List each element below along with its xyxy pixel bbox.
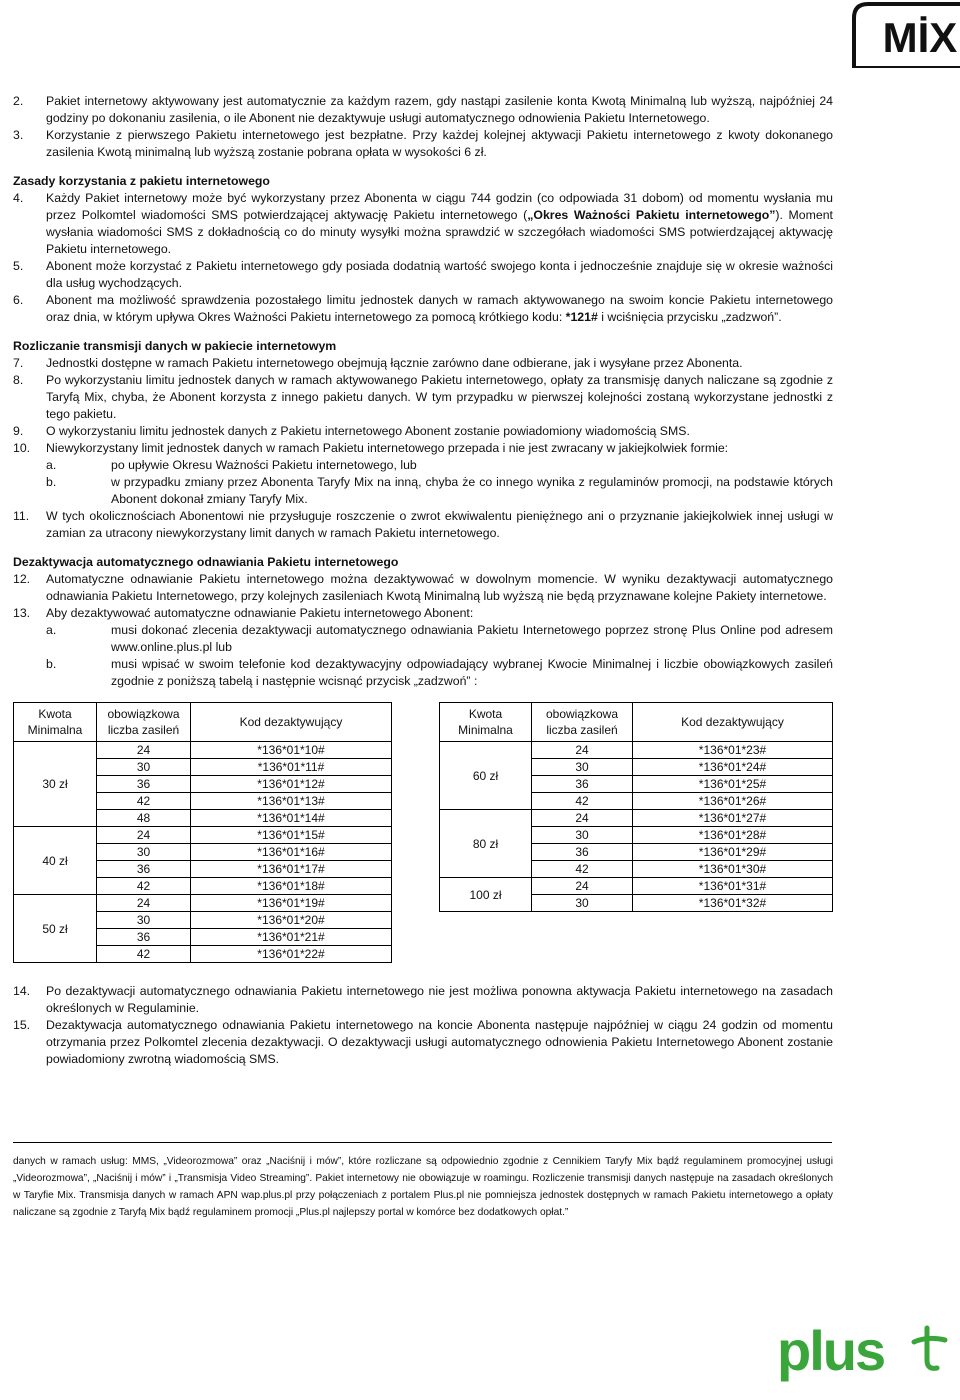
item-number: 11.: [13, 509, 30, 523]
liczba-cell: 24: [97, 827, 191, 844]
liczba-cell: 36: [97, 861, 191, 878]
liczba-cell: 24: [532, 742, 633, 759]
footnote-divider: [13, 1142, 832, 1143]
table-row: [14, 827, 392, 844]
plus-logo-text: plus: [777, 1320, 885, 1382]
kod-cell: *136*01*11#: [191, 759, 392, 776]
plus-logo-cross-icon: [914, 1328, 945, 1368]
kod-cell: *136*01*17#: [191, 861, 392, 878]
mix-logo-text: MİX: [882, 14, 958, 61]
list-item: [13, 372, 833, 423]
item-number: 8.: [13, 373, 24, 387]
kwota-cell: 50 zł: [14, 895, 97, 963]
kod-cell: *136*01*32#: [633, 895, 833, 912]
kod-cell: *136*01*29#: [633, 844, 833, 861]
sub-item-label: a.: [46, 458, 57, 472]
list-item: [13, 605, 833, 622]
item-text: Korzystanie z pierwszego Pakietu internetowego jest bezpłatne. Przy każdej kolejnej aktywacji Pakietu internetowego z kwoty dokonanego zasilenia Kwotą minimalną lub wyższą zostanie pobrana opłata w wysokości 6 zł.: [46, 128, 833, 159]
liczba-cell: 36: [97, 929, 191, 946]
item-number: 14.: [13, 984, 31, 998]
liczba-cell: 42: [97, 793, 191, 810]
sub-item-text: musi dokonać zlecenia dezaktywacji automatycznego odnawiania Pakietu Internetowego poprzez stronę Plus Online pod adresem www.online.plus.pl lub: [111, 623, 833, 654]
kod-cell: *136*01*14#: [191, 810, 392, 827]
document-body: [13, 93, 833, 1068]
sub-list-item: [13, 474, 833, 508]
section-heading-rules: Zasady korzystania z pakietu internetowego: [13, 174, 270, 188]
item-text-pre: Każdy Pakiet internetowy może być wykorzystany przez Abonenta w ciągu 744 godzin (co odpowiada 31 dobom) od momentu wysłania mu przez Polkomtel wiadomości SMS potwierdzającej aktywację Pakietu internetowego (: [46, 191, 833, 222]
item-number: 15.: [13, 1018, 31, 1032]
sub-item-label: b.: [46, 475, 57, 489]
list-item: [13, 93, 833, 127]
kwota-cell: 100 zł: [440, 878, 532, 912]
item-number: 9.: [13, 424, 24, 438]
sub-item-label: a.: [46, 623, 57, 637]
liczba-cell: 48: [97, 810, 191, 827]
list-item: [13, 190, 833, 258]
item-number: 3.: [13, 128, 24, 142]
sub-list-item: [13, 656, 833, 690]
header-kod: Kod dezaktywujący: [633, 703, 833, 742]
kwota-cell: 60 zł: [440, 742, 532, 810]
kwota-cell: 40 zł: [14, 827, 97, 895]
item-number: 7.: [13, 356, 24, 370]
list-item: [13, 1017, 833, 1068]
sub-item-text: w przypadku zmiany przez Abonenta Taryfy Mix na inną, chyba że co innego wynika z regulaminów promocji, na podstawie których Abonent dokonał zmiany Taryfy Mix.: [111, 475, 833, 506]
liczba-cell: 30: [97, 912, 191, 929]
sub-list-item: [13, 622, 833, 656]
liczba-cell: 42: [97, 878, 191, 895]
list-item: [13, 258, 833, 292]
deactivation-code-tables: [13, 702, 833, 963]
deactivation-table-1: [13, 702, 392, 963]
table-row: [14, 742, 392, 759]
item-number: 4.: [13, 191, 24, 205]
list-item: [13, 127, 833, 161]
list-item: [13, 440, 833, 457]
kod-cell: *136*01*19#: [191, 895, 392, 912]
liczba-cell: 30: [532, 759, 633, 776]
liczba-cell: 30: [532, 895, 633, 912]
kod-cell: *136*01*31#: [633, 878, 833, 895]
table-row: [440, 742, 833, 759]
kod-cell: *136*01*22#: [191, 946, 392, 963]
deactivation-table-2: [439, 702, 833, 912]
item-text: Aby dezaktywować automatyczne odnawianie Pakietu internetowego Abonent:: [46, 606, 474, 620]
kod-cell: *136*01*16#: [191, 844, 392, 861]
header-kwota: Kwota Minimalna: [440, 703, 532, 742]
sub-item-label: b.: [46, 657, 57, 671]
liczba-cell: 24: [532, 810, 633, 827]
sub-item-text: musi wpisać w swoim telefonie kod dezaktywacyjny odpowiadający wybranej Kwocie Minimalnej i liczbie obowiązkowych zasileń zgodnie z poniższą tabelą i następnie wcisnąć przycisk „zadzwoń” :: [111, 657, 833, 688]
kod-cell: *136*01*13#: [191, 793, 392, 810]
section-heading-billing: Rozliczanie transmisji danych w pakiecie internetowym: [13, 339, 337, 353]
item-text: Automatyczne odnawianie Pakietu internetowego można dezaktywować w dowolnym momencie. W wyniku dezaktywacji automatycznego odnawiania Pakietu Internetowego, przy kolejnych zasileniach Kwotą Minimalną lub wyższą nie będą przyznawane kolejne Pakiety internetowe.: [46, 572, 833, 603]
liczba-cell: 30: [97, 759, 191, 776]
kod-cell: *136*01*21#: [191, 929, 392, 946]
item-text-bold: *121#: [565, 310, 598, 324]
item-text: O wykorzystaniu limitu jednostek danych z Pakietu internetowego Abonent zostanie powiadomiony wiadomością SMS.: [46, 424, 690, 438]
kod-cell: *136*01*28#: [633, 827, 833, 844]
liczba-cell: 24: [97, 742, 191, 759]
kod-cell: *136*01*30#: [633, 861, 833, 878]
kod-cell: *136*01*24#: [633, 759, 833, 776]
kod-cell: *136*01*12#: [191, 776, 392, 793]
table-row: [14, 895, 392, 912]
item-text: Abonent może korzystać z Pakietu internetowego gdy posiada dodatnią wartość swojego konta i jednocześnie znajduje się w okresie ważności dla usług wychodzących.: [46, 259, 833, 290]
item-text-post: ). Moment wysłania wiadomości SMS z dokładnością co do minuty wysyłki można sprawdzić w szczegółach wiadomości SMS potwierdzającej aktywację Pakietu internetowego.: [46, 208, 833, 256]
list-item: [13, 292, 833, 326]
kwota-cell: 30 zł: [14, 742, 97, 827]
list-item: [13, 983, 833, 1017]
item-text: Po dezaktywacji automatycznego odnawiania Pakietu internetowego nie jest możliwa ponowna aktywacja Pakietu internetowego na zasadach określonych w Regulaminie.: [46, 984, 833, 1015]
sub-list-item: [13, 457, 833, 474]
table-row: [440, 878, 833, 895]
item-text-bold: „Okres Ważności Pakietu internetowego”: [527, 208, 776, 222]
kod-cell: *136*01*26#: [633, 793, 833, 810]
sub-item-text: po upływie Okresu Ważności Pakietu internetowego, lub: [111, 458, 417, 472]
kwota-cell: 80 zł: [440, 810, 532, 878]
item-number: 12.: [13, 572, 31, 586]
kod-cell: *136*01*23#: [633, 742, 833, 759]
list-item: [13, 355, 833, 372]
item-text: W tych okolicznościach Abonentowi nie przysługuje roszczenie o zwrot ekwiwalentu pieniężnego ani o przyznanie jakiejkolwiek innej usługi w zamian za utracony niewykorzystany limit danych w ramach Pakietu internetowego.: [46, 509, 833, 540]
liczba-cell: 42: [97, 946, 191, 963]
item-text: Pakiet internetowy aktywowany jest automatycznie za każdym razem, gdy nastąpi zasilenie konta Kwotą Minimalną lub wyższą, najpóźniej 24 godziny po dokonaniu zasilenia, o ile Abonent nie dezaktywuje usługi automatycznego odnowienia Pakietu Internetowego.: [46, 94, 833, 125]
item-text: Jednostki dostępne w ramach Pakietu internetowego obejmują łącznie zarówno dane odbierane, jak i wysyłane przez Abonenta.: [46, 356, 743, 370]
list-item: [13, 508, 833, 542]
item-number: 2.: [13, 94, 24, 108]
kod-cell: *136*01*20#: [191, 912, 392, 929]
kod-cell: *136*01*27#: [633, 810, 833, 827]
footnote: danych w ramach usług: MMS, „Videorozmowa” oraz „Naciśnij i mów”, które rozliczane są odpowiednio zgodnie z Cennikiem Taryfy Mix bądź regulaminem promocyjnej usługi „Videorozmowa”, „Naciśnij i mów” i „Transmisja Video Streaming”. Pakiet internetowy nie obowiązuje w roamingu. Rozliczenie transmisji danych następuje na zasadach określonych w Taryfie Mix. Transmisja danych w ramach APN wap.plus.pl przy połączeniach z portalem Plus.pl nie pomniejsza jednostek dostępnych w ramach Pakietu internetowego a opłaty naliczane są zgodnie z Taryfą Mix bądź regulaminem promocji „Plus.pl najlepszy portal w komórce bez dodatkowych opłat.”: [13, 1156, 833, 1218]
item-number: 13.: [13, 606, 31, 620]
item-text-post: i wciśnięcia przycisku „zadzwoń”.: [597, 310, 782, 324]
list-item: [13, 423, 833, 440]
item-text: [46, 292, 833, 326]
kod-cell: *136*01*18#: [191, 878, 392, 895]
header-liczba: obowiązkowa liczba zasileń: [97, 703, 191, 742]
kod-cell: *136*01*25#: [633, 776, 833, 793]
item-text: [46, 190, 833, 258]
kod-cell: *136*01*10#: [191, 742, 392, 759]
item-number: 10.: [13, 441, 31, 455]
item-text-pre: Abonent ma możliwość sprawdzenia pozostałego limitu jednostek danych w ramach aktywowanego na swoim koncie Pakietu internetowego oraz dnia, w którym upływa Okres Ważności Pakietu internetowego za pomocą krótkiego kodu:: [46, 293, 833, 324]
mix-logo: [750, 0, 960, 68]
liczba-cell: 24: [97, 895, 191, 912]
liczba-cell: 30: [97, 844, 191, 861]
liczba-cell: 42: [532, 861, 633, 878]
liczba-cell: 36: [97, 776, 191, 793]
list-item: [13, 571, 833, 605]
kod-cell: *136*01*15#: [191, 827, 392, 844]
liczba-cell: 36: [532, 844, 633, 861]
liczba-cell: 24: [532, 878, 633, 895]
section-heading-deactivation: Dezaktywacja automatycznego odnawiania Pakietu internetowego: [13, 555, 399, 569]
item-number: 6.: [13, 293, 24, 307]
liczba-cell: 36: [532, 776, 633, 793]
item-text: Po wykorzystaniu limitu jednostek danych w ramach aktywowanego Pakietu internetowego, opłaty za transmisję danych naliczane są zgodnie z Taryfą Mix, chyba, że Abonent korzysta z innego pakietu danych. W tym przypadku w pierwszej kolejności zostaną wykorzystane jednostki z tego pakietu.: [46, 373, 833, 421]
plus-logo: [777, 1320, 952, 1390]
liczba-cell: 30: [532, 827, 633, 844]
item-text: Niewykorzystany limit jednostek danych w ramach Pakietu internetowego przepada i nie jest zwracany w jakiejkolwiek formie:: [46, 441, 729, 455]
header-kwota: Kwota Minimalna: [14, 703, 97, 742]
header-liczba: obowiązkowa liczba zasileń: [532, 703, 633, 742]
header-kod: Kod dezaktywujący: [191, 703, 392, 742]
liczba-cell: 42: [532, 793, 633, 810]
item-text: Dezaktywacja automatycznego odnawiania Pakietu internetowego na koncie Abonenta następuje najpóźniej w ciągu 24 godzin od momentu otrzymania przez Polkomtel zlecenia dezaktywacji. O dezaktywacji usługi automatycznego odnowienia Pakietu Internetowego Abonent zostanie powiadomiony zwrotną wiadomością SMS.: [46, 1018, 833, 1066]
item-number: 5.: [13, 259, 24, 273]
table-row: [440, 810, 833, 827]
